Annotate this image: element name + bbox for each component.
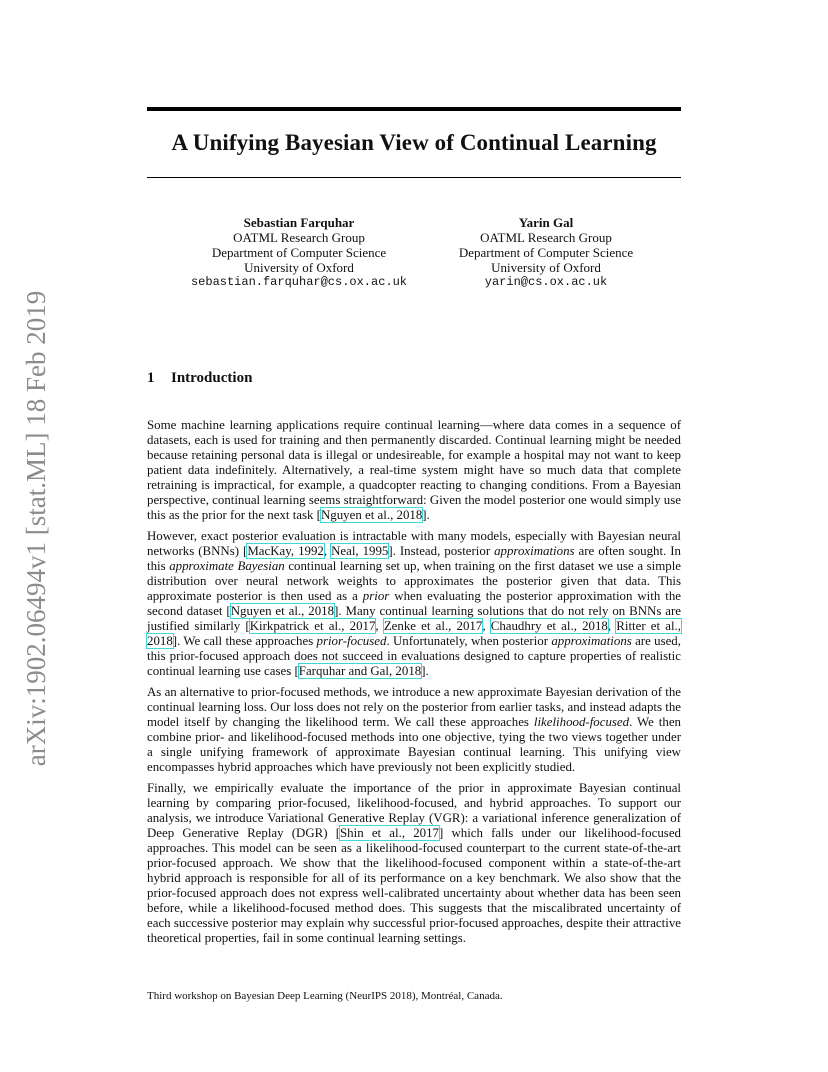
text-run: Some machine learning applications require continual learning—where data comes in a sequence of datasets, each is used for training and then permanently discarded. Continual learning might be needed because retaining personal data is illegal or undesireable, for example a hospital may not want to keep patient data indefinitely. Alternatively, a real-time system might have so much data that complete retraining is impractical, for example, a quadcopter reacting to changing conditions. From a Bayesian perspective, continual learning seems straightforward: Given the model posterior one would simply use this as the prior for the next task [ xyxy=(147,418,681,522)
text-run: are used, this prior-focused approach does not succeed in evaluations designed to capture properties of realistic continual learning use cases [ xyxy=(147,634,681,678)
title-rule-top xyxy=(147,107,681,111)
paragraph xyxy=(147,529,681,679)
citation-link[interactable]: Kirkpatrick et al., 2017 xyxy=(249,619,376,633)
text-run: ] which falls under our likelihood-focused approaches. This model can be seen as a likelihood-focused counterpart to the current state-of-the-art prior-focused approach. We show that the likelihood-focused component within a state-of-the-art hybrid approach is responsible for all of its performance on a key benchmark. We also show that the prior-focused approach does not express well-calibrated uncertainty about whether data has been seen before, while a likelihood-focused method does. This suggests that the miscalibrated uncertainty of each successive posterior may explain why successful prior-focused approaches, despite their attractive theoretical properties, fail in some continual learning settings. xyxy=(147,826,681,945)
emphasis-text: likelihood-focused xyxy=(533,715,630,729)
text-run: ]. We call these approaches xyxy=(172,634,317,648)
author-dept: Department of Computer Science xyxy=(211,245,387,260)
emphasis-text: approximate Bayesian xyxy=(169,559,285,573)
text-run: , xyxy=(482,619,491,633)
author-name: Sebastian Farquhar xyxy=(243,215,355,230)
citation-link[interactable]: Nguyen et al., 2018 xyxy=(230,604,335,618)
text-run: ]. xyxy=(422,508,430,522)
author-univ: University of Oxford xyxy=(244,260,354,275)
author-univ: University of Oxford xyxy=(491,260,601,275)
footnote: Third workshop on Bayesian Deep Learning (NeurIPS 2018), Montréal, Canada. xyxy=(147,990,503,1002)
citation-link[interactable]: Farquhar and Gal, 2018 xyxy=(298,664,422,678)
emphasis-text: approximations xyxy=(551,634,632,648)
author-group: OATML Research Group xyxy=(480,230,612,245)
paragraph xyxy=(147,418,681,523)
citation-link[interactable]: Nguyen et al., 2018 xyxy=(320,508,423,522)
text-run: , xyxy=(607,619,617,633)
emphasis-text: prior-focused xyxy=(316,634,387,648)
text-run: ]. xyxy=(421,664,429,678)
citation-link[interactable]: Ritter et al., 2018 xyxy=(147,619,681,648)
emphasis-text: approximations xyxy=(494,544,575,558)
arxiv-stamp-text: arXiv:1902.06494v1 [stat.ML] 18 Feb 2019 xyxy=(21,290,52,766)
text-run: . We then combine prior- and likelihood-focused methods into one objective, tying the two views together under a single unifying framework of approximate Bayesian continual learning. This unifying view encompasses hybrid approaches which have previously not been explicitly studied. xyxy=(147,715,681,774)
citation-link[interactable]: MacKay, 1992 xyxy=(247,544,324,558)
intro-body xyxy=(147,418,681,952)
text-run: However, exact posterior evaluation is intractable with many models, especially with Bayesian neural networks (BNNs) [ xyxy=(147,529,681,558)
paper-title: A Unifying Bayesian View of Continual Learning xyxy=(171,130,657,155)
citation-link[interactable]: Chaudhry et al., 2018 xyxy=(490,619,608,633)
text-run: ]. Many continual learning solutions that do not rely on BNNs are justified similarly [ xyxy=(147,604,682,633)
citation-link[interactable]: Shin et al., 2017 xyxy=(340,826,439,840)
text-run: Finally, we empirically evaluate the importance of the prior in approximate Bayesian continual learning by comparing prior-focused, likelihood-focused, and hybrid approaches. To support our analysis, we introduce Variational Generative Replay (VGR): a variational inference generalization of Deep Generative Replay (DGR) [ xyxy=(147,781,681,840)
section-title: Introduction xyxy=(171,370,253,386)
author-group: OATML Research Group xyxy=(233,230,365,245)
author-email[interactable]: yarin@cs.ox.ac.uk xyxy=(484,275,608,289)
section-number: 1 xyxy=(147,370,155,386)
text-run: , xyxy=(375,619,384,633)
text-run: , xyxy=(323,544,332,558)
author-email[interactable]: sebastian.farquhar@cs.ox.ac.uk xyxy=(190,275,408,289)
citation-link[interactable]: Zenke et al., 2017 xyxy=(383,619,483,633)
text-run: ]. Instead, posterior xyxy=(388,544,495,558)
section-heading xyxy=(147,370,252,387)
citation-link[interactable]: Neal, 1995 xyxy=(331,544,389,558)
emphasis-text: prior xyxy=(362,589,390,603)
text-run: are often sought. In this xyxy=(147,544,682,573)
text-run: when evaluating the posterior approximation with the second dataset [ xyxy=(147,589,681,618)
author-block-2 xyxy=(443,215,649,290)
author-block-1 xyxy=(186,215,412,290)
text-run: . Unfortunately, when posterior xyxy=(386,634,552,648)
text-run: continual learning set up, when training on the first dataset we use a simple distribution over neural network weights to approximates the posterior given that data. This approximate posterior is then used as a xyxy=(147,559,681,603)
paragraph xyxy=(147,781,681,946)
title-rule-bottom xyxy=(147,177,681,178)
author-name: Yarin Gal xyxy=(518,215,574,230)
author-dept: Department of Computer Science xyxy=(458,245,634,260)
paragraph xyxy=(147,685,681,775)
text-run: As an alternative to prior-focused methods, we introduce a new approximate Bayesian derivation of the continual learning loss. Our loss does not rely on the posterior from earlier tasks, and instead adapts the model itself by changing the likelihood term. We call these approaches xyxy=(147,685,681,729)
arxiv-stamp xyxy=(14,283,60,773)
